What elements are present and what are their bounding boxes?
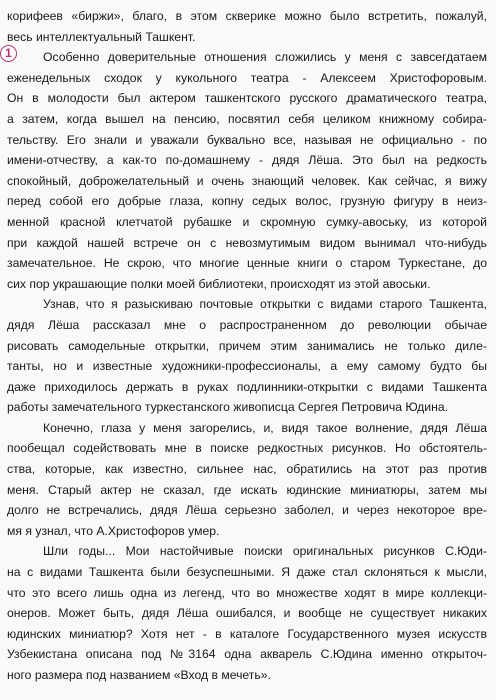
paragraph-3 <box>7 294 487 418</box>
paragraph-2 <box>7 47 487 294</box>
text-line: а затем, когда вышел на пенсию, посвятил себя целиком книжному собира- <box>7 111 487 126</box>
text-line: Узбекистана описана под №3164 одна акварель С.Юдина именно открыточ- <box>7 647 487 662</box>
paragraph-5 <box>7 541 487 685</box>
body-text <box>7 6 487 686</box>
text-line: на с видами Ташкента были безуспешными. Я даже стал склоняться к мысли, <box>7 565 487 580</box>
text-line: Узнав, что я разыскиваю почтовые открытки с видами старого Ташкента, <box>43 297 487 312</box>
text-line: рисовать самодельные открытки, причем этим занимались не только диле- <box>7 338 487 353</box>
text-line: онеров. Может быть, дядя Лёша ошибался, и вообще не существует никаких <box>7 606 487 621</box>
text-line: что это всего лишь одна из легенд, что во множестве ходят в мире коллекци- <box>7 585 487 600</box>
paragraph-4 <box>7 418 487 542</box>
text-line: сих пор украшающие полки моей библиотеки, происходят из этой авоськи. <box>7 276 431 291</box>
text-line: Особенно доверительные отношения сложились у меня с завсегдатаем <box>43 50 487 65</box>
text-line: спокойный, доброжелательный и очень знающий человек. Как сейчас, я вижу <box>7 173 487 188</box>
text-line: менной красной клетчатой рубашке и скромную сумку-авоську, из которой <box>7 214 487 229</box>
text-line: юдинских миниатюр? Хотя нет - в каталоге Государственного музея искусств <box>7 626 487 641</box>
text-line: при каждой нашей встрече он с невозмутимым видом вынимал что-нибудь <box>7 235 487 250</box>
text-line: ства, которые, как известно, сильнее нас, обратились на этот раз против <box>7 462 487 477</box>
text-line: Конечно, глаза у меня загорелись, и, видя такое волнение, дядя Лёша <box>43 420 487 435</box>
text-line: Он в молодости был актером ташкентского русского драматического театра, <box>7 91 487 106</box>
text-line: танты, но и известные художники-профессионалы, а ему самому будто бы <box>7 359 487 374</box>
text-line: мя я узнал, что А.Христофоров умер. <box>7 523 220 538</box>
text-line: замечательное. Не скрою, что многие ценные книги о старом Туркестане, до <box>7 256 487 271</box>
text-line: еженедельных сходок у кукольного театра - Алексеем Христофоровым. <box>7 70 487 85</box>
text-line: ного размера под названием «Вход в мечеть». <box>7 668 271 682</box>
paragraph-1 <box>7 6 487 47</box>
text-line: тельству. Его знали и уважали буквально все, называя не официально - по <box>7 132 487 147</box>
text-line: даже приходилось держать в руках подлинники-открытки с видами Ташкента <box>7 379 487 394</box>
text-line: Шли годы... Мои настойчивые поиски оригинальных рисунков С.Юди- <box>43 544 487 559</box>
text-line: долго не встречались, дядя Лёша серьезно заболел, и через некоторое вре- <box>7 503 487 518</box>
text-line: корифеев «биржи», благо, в этом скверике можно было встретить, пожалуй, <box>7 9 487 23</box>
text-line: имени-отчеству, а как-то по-домашнему - дядя Лёша. Это был на редкость <box>7 153 487 168</box>
text-line: пообещал содействовать мне в поиске редкостных рисунков. Но обстоятель- <box>7 441 487 456</box>
paragraph-marker-1: 1 <box>0 45 17 62</box>
text-line: меня. Старый актер не сказал, где искать юдинские миниатюры, затем мы <box>7 482 487 497</box>
text-line: работы замечательного туркестанского живописца Сергея Петровича Юдина. <box>7 400 448 415</box>
text-line: весь интеллектуальный Ташкент. <box>7 29 196 44</box>
text-line: дядя Лёша рассказал мне о распространенном до революции обычае <box>7 317 487 332</box>
text-line: перед собой его добрые глаза, копну седых волос, грузную фигуру в неиз- <box>7 194 487 209</box>
